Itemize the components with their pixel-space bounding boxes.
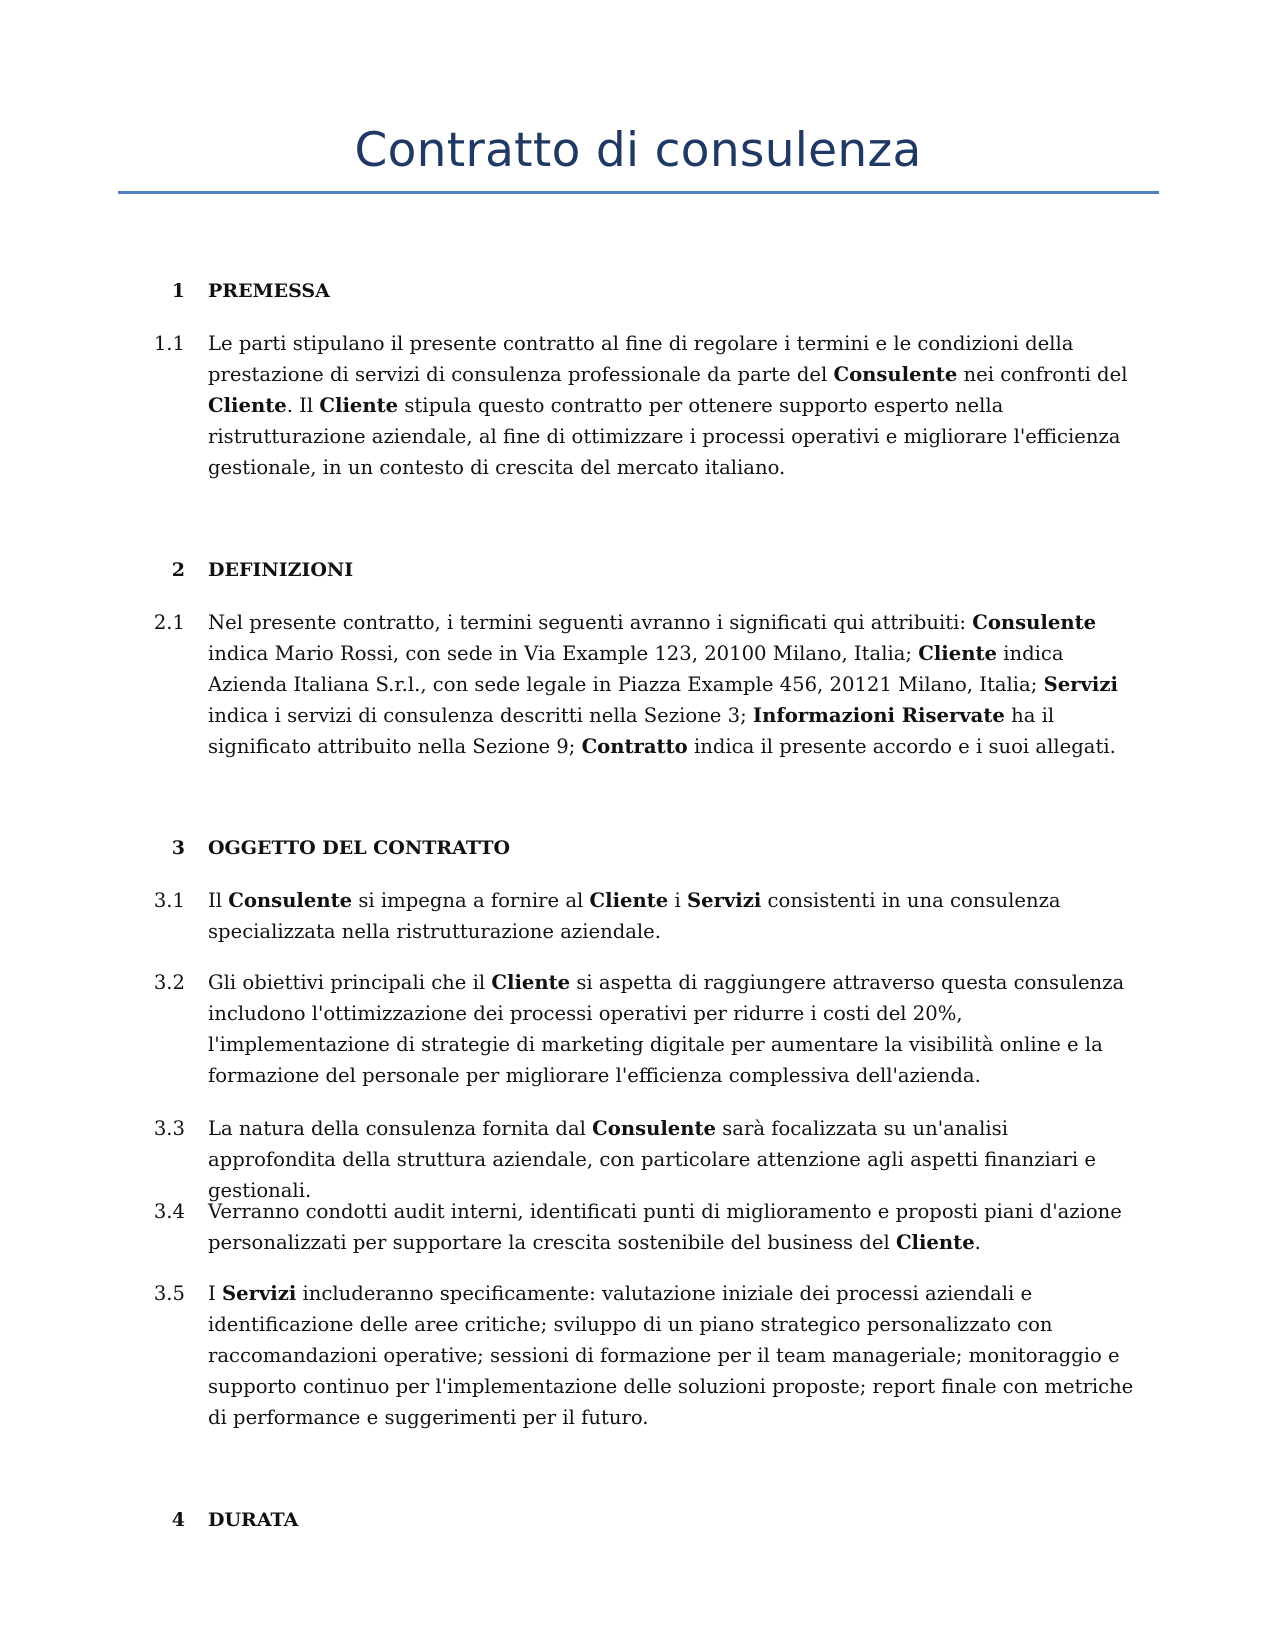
clause-run: includeranno specificamente: valutazione iniziale dei processi aziendali e identificazione delle aree critiche; sviluppo di un piano strategico personalizzato con raccomandazioni operative; sessioni di formazione per il team manageriale; monitoraggio e supporto continuo per l'implementazione delle soluzioni proposte; report finale con metriche di performance e suggerimenti per il futuro.: [208, 1282, 1134, 1429]
defined-term: Consulente: [972, 611, 1097, 634]
section-title: DURATA: [208, 1509, 299, 1531]
clause-number: 3.3: [153, 1117, 185, 1140]
clause-run: Verranno condotti audit interni, identificati punti di miglioramento e proposti piani d'azione personalizzati per supportare la crescita sostenibile del business del: [208, 1200, 1122, 1254]
clause-number: 1.1: [153, 332, 185, 355]
clause-run: . Il: [286, 394, 320, 417]
clause-run: Nel presente contratto, i termini seguenti avranno i significati qui attribuiti:: [208, 611, 973, 634]
defined-term: Contratto: [581, 735, 688, 758]
clause-text: [208, 1113, 1138, 1206]
section-number: 4: [171, 1509, 185, 1531]
clause-text: [208, 967, 1138, 1091]
document-title: Contratto di consulenza: [354, 123, 922, 178]
clause-run: si impegna a fornire al: [352, 889, 590, 912]
clause-run: La natura della consulenza fornita dal: [208, 1117, 593, 1140]
section-number: 3: [171, 837, 185, 859]
defined-term: Cliente: [918, 642, 997, 665]
clause-text: [208, 885, 1138, 947]
clause-run: I: [208, 1282, 222, 1305]
defined-term: Servizi: [686, 889, 762, 912]
defined-term: Cliente: [895, 1231, 975, 1254]
defined-term: Consulente: [228, 889, 353, 912]
clause-run: indica Azienda Italiana S.r.l., con sede legale in Piazza Example 456, 20121 Milano, Italia;: [208, 642, 1064, 696]
clause-run: indica Mario Rossi, con sede in Via Example 123, 20100 Milano, Italia;: [208, 642, 919, 665]
clause-text: [208, 1278, 1138, 1433]
clause-number: 3.1: [153, 889, 185, 912]
defined-term: Consulente: [592, 1117, 717, 1140]
section-title: PREMESSA: [208, 280, 330, 302]
section-title: DEFINIZIONI: [208, 559, 354, 581]
clause-text: [208, 328, 1138, 483]
clause-run: i: [668, 889, 687, 912]
clause-run: ha il significato attribuito nella Sezione 9;: [208, 704, 1055, 758]
section-number: 2: [171, 559, 185, 581]
clause-run: .: [974, 1231, 981, 1254]
defined-term: Cliente: [491, 971, 571, 994]
clause-run: Le parti stipulano il presente contratto al fine di regolare i termini e le condizioni della prestazione di servizi di consulenza professionale da parte del: [208, 332, 1074, 386]
title-underline: [118, 191, 1159, 194]
defined-term: Cliente: [319, 394, 399, 417]
clause-run: consistenti in una consulenza specializzata nella ristrutturazione aziendale.: [208, 889, 1061, 943]
clause-text: [208, 1196, 1138, 1258]
defined-term: Cliente: [589, 889, 669, 912]
clause-number: 3.2: [153, 971, 185, 994]
clause-run: nei confronti del: [957, 363, 1128, 386]
section-number: 1: [171, 280, 185, 302]
clause-run: Gli obiettivi principali che il: [208, 971, 492, 994]
clause-run: indica i servizi di consulenza descritti nella Sezione 3;: [208, 704, 753, 727]
defined-term: Informazioni Riservate: [752, 704, 1005, 727]
clause-text: [208, 607, 1138, 762]
clause-number: 2.1: [153, 611, 185, 634]
defined-term: Cliente: [208, 394, 287, 417]
defined-term: Servizi: [1043, 673, 1118, 696]
clause-run: stipula questo contratto per ottenere supporto esperto nella ristrutturazione aziendale, al fine di ottimizzare i processi operativi e migliorare l'efficienza gestionale, in un contesto di crescita del mercato italiano.: [208, 394, 1121, 479]
clause-run: si aspetta di raggiungere attraverso questa consulenza includono l'ottimizzazione dei processi operativi per ridurre i costi del 20%, l'implementazione di strategie di marketing digitale per aumentare la visibilità online e la formazione del personale per migliorare l'efficienza complessiva dell'azienda.: [208, 971, 1125, 1087]
clause-number: 3.5: [153, 1282, 185, 1305]
clause-run: indica il presente accordo e i suoi allegati.: [687, 735, 1116, 758]
defined-term: Servizi: [221, 1282, 297, 1305]
section-title: OGGETTO DEL CONTRATTO: [208, 837, 511, 859]
clause-run: Il: [208, 889, 229, 912]
defined-term: Consulente: [833, 363, 958, 386]
clause-number: 3.4: [153, 1200, 185, 1223]
clause-run: sarà focalizzata su un'analisi approfondita della struttura aziendale, con particolare attenzione agli aspetti finanziari e gestionali.: [208, 1117, 1096, 1202]
